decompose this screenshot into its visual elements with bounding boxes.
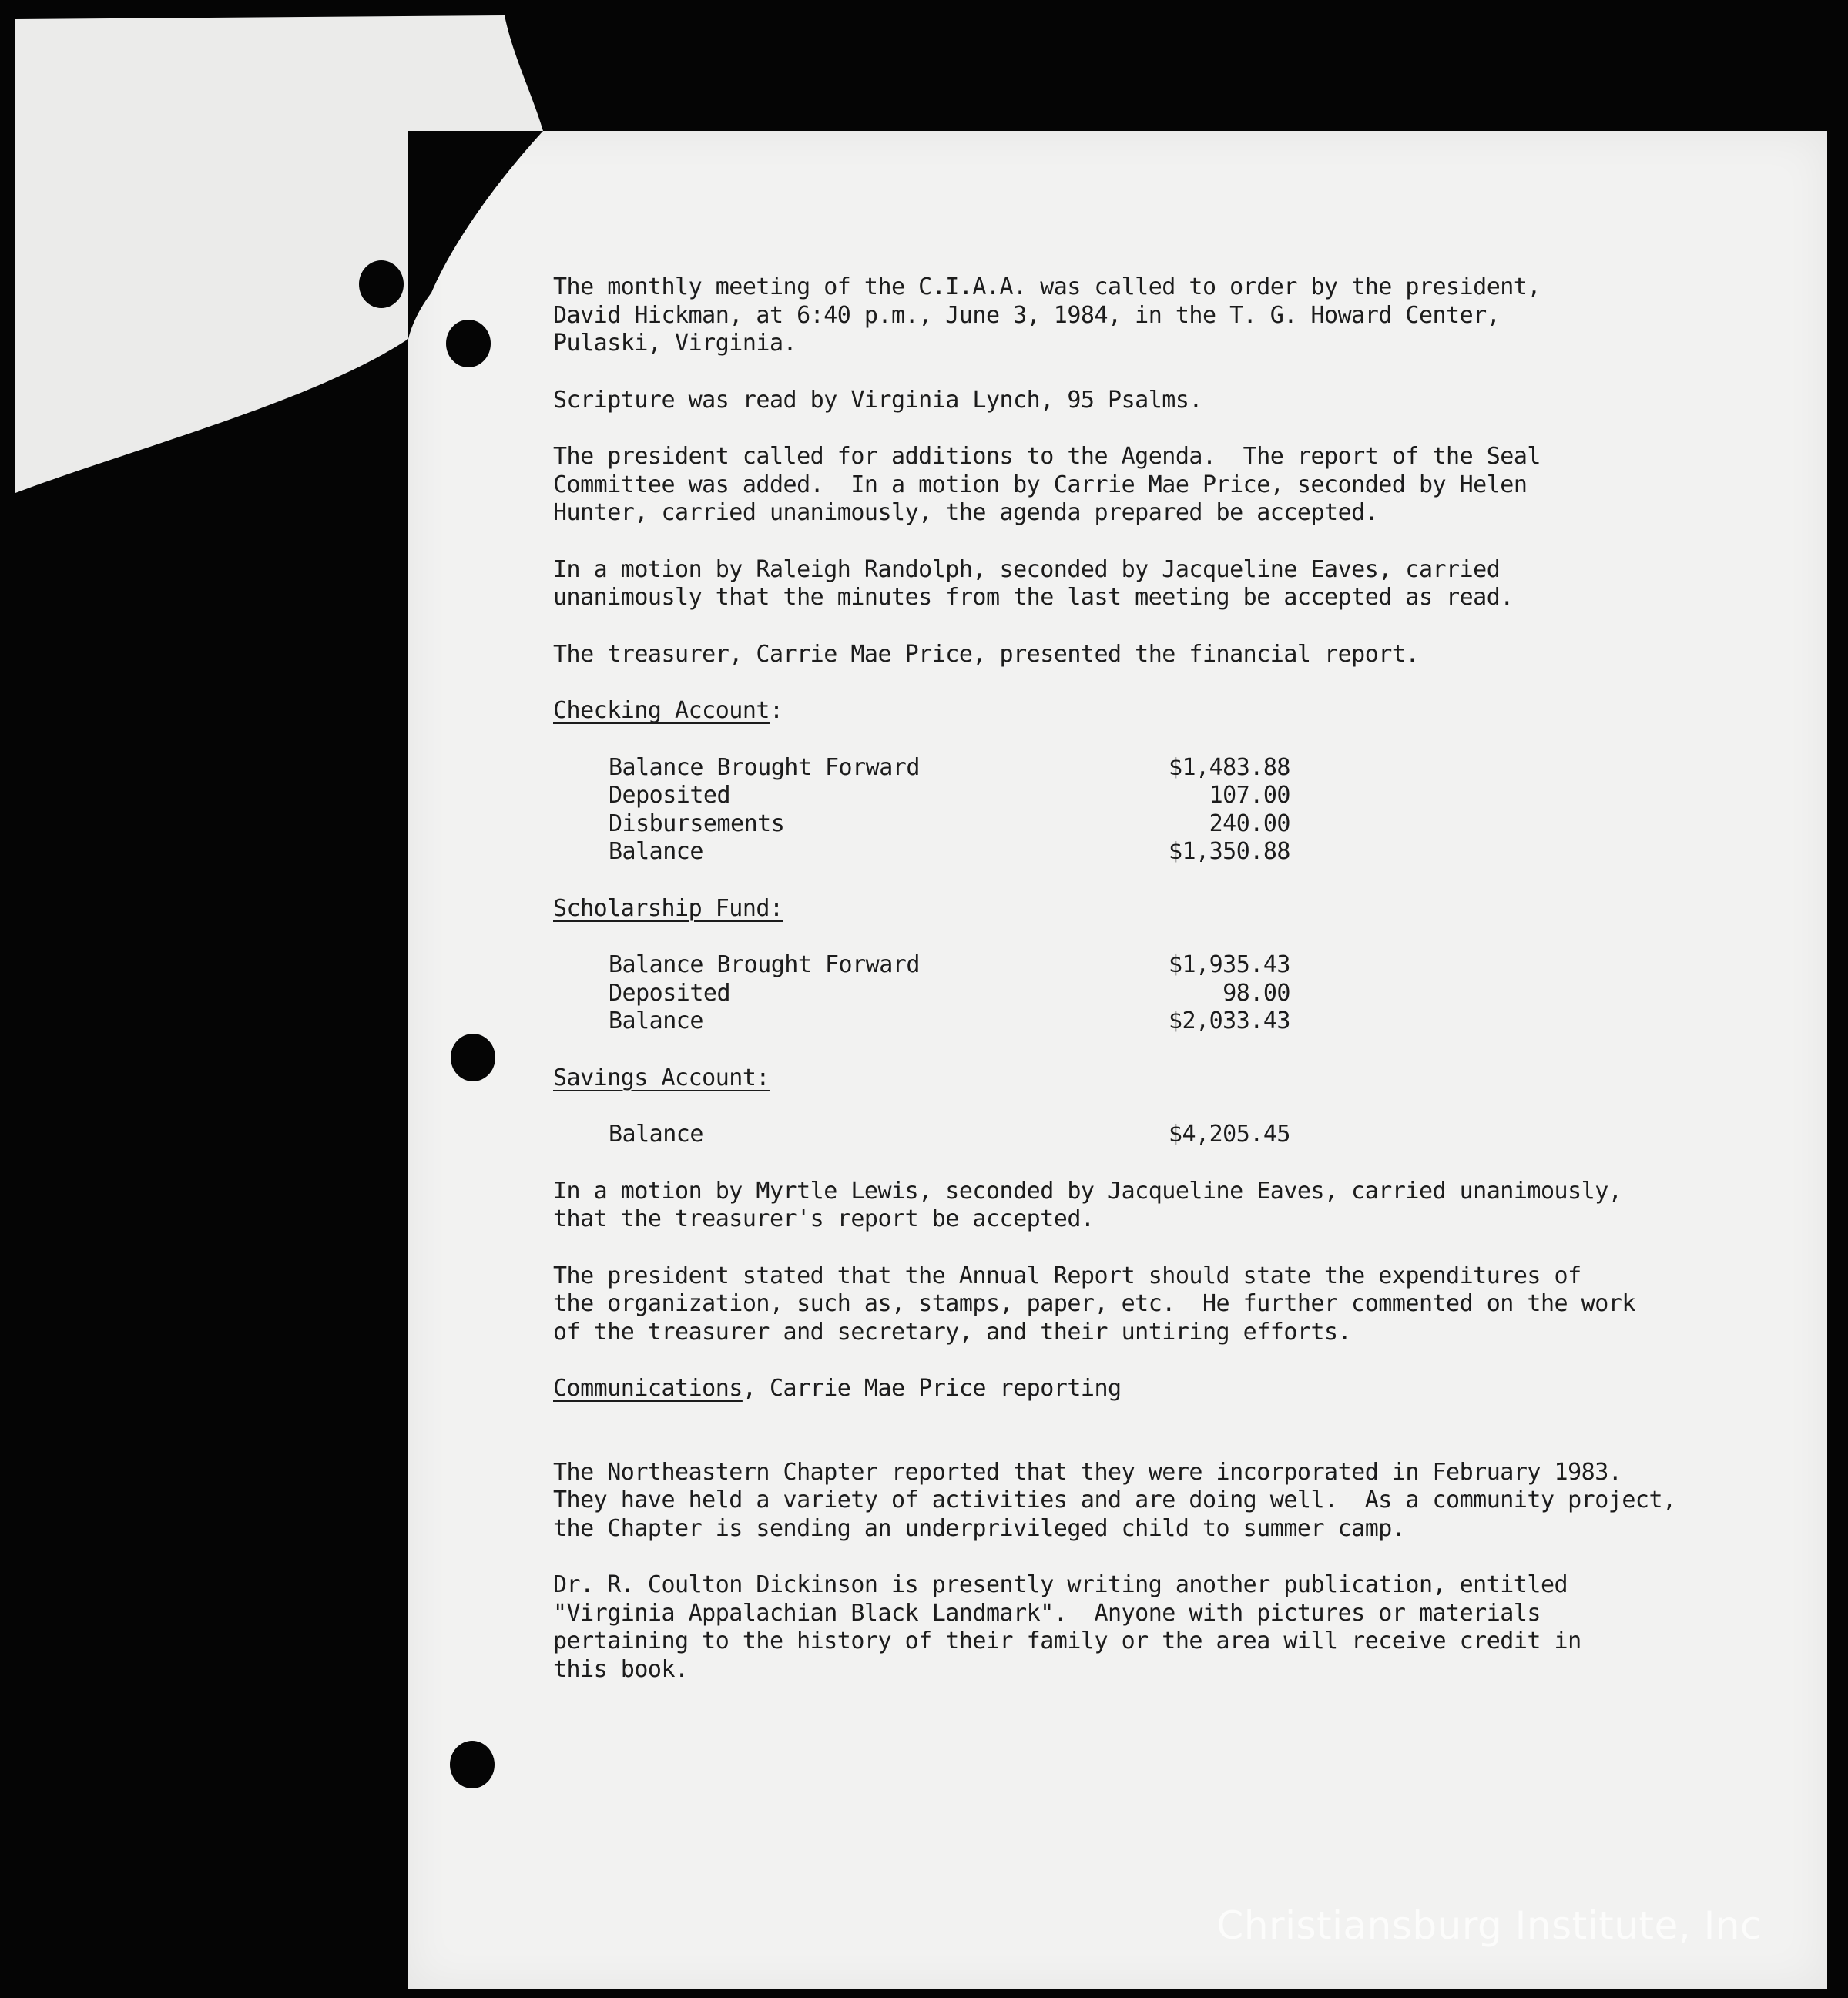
ledger-amount: $1,935.43 xyxy=(1168,951,1290,978)
ledger-row xyxy=(609,1121,1290,1149)
communications-heading xyxy=(553,1375,1755,1403)
paragraph-dickinson-publication: Dr. R. Coulton Dickinson is presently writing another publication, entitled "Virginia Appalachian Black Landmark". Anyone with pictures or materials pertaining to the history of their family or the area will receive credit in this book. xyxy=(553,1571,1581,1683)
communications-heading-label: Communications xyxy=(553,1375,743,1402)
checking-heading xyxy=(553,697,1755,726)
ledger-label: Deposited xyxy=(609,782,731,809)
ledger-row xyxy=(609,838,1290,867)
ledger-amount: 107.00 xyxy=(1209,782,1290,809)
ledger-label: Balance xyxy=(609,1121,703,1148)
paragraph-minutes-motion: In a motion by Raleigh Randolph, seconded by Jacqueline Eaves, carried unanimously that the minutes from the last meeting be accepted as read. xyxy=(553,555,1514,611)
ledger-amount: $1,350.88 xyxy=(1168,838,1290,865)
scholarship-heading-label: Scholarship Fund: xyxy=(553,894,783,922)
ledger-row xyxy=(609,782,1290,810)
ledger-amount: 240.00 xyxy=(1209,810,1290,837)
communications-heading-rest: , Carrie Mae Price reporting xyxy=(742,1375,1122,1402)
paragraph-call-to-order: The monthly meeting of the C.I.A.A. was called to order by the president, David Hickman, at 6:40 p.m., June 3, 1984, in the T. G. Howard Center, Pulaski, Virginia. xyxy=(553,273,1541,357)
punch-hole-4 xyxy=(450,1741,495,1788)
ledger-row xyxy=(609,754,1290,783)
ledger-row xyxy=(609,1007,1290,1036)
paragraph-northeastern-chapter: The Northeastern Chapter reported that they were incorporated in February 1983. They have held a variety of activities and are doing well. As a community project, the Chapter is sending an underprivileged child to summer camp. xyxy=(553,1458,1676,1542)
ledger-amount: 98.00 xyxy=(1222,979,1290,1007)
archive-watermark: Christiansburg Institute, Inc xyxy=(1216,1903,1762,1948)
ledger-label: Deposited xyxy=(609,979,731,1007)
savings-ledger xyxy=(609,1121,1302,1149)
savings-heading-label: Savings Account: xyxy=(553,1064,770,1091)
ledger-label: Balance xyxy=(609,838,703,865)
punch-hole-1 xyxy=(359,260,404,308)
ledger-label: Balance xyxy=(609,1007,703,1034)
checking-heading-label: Checking Account xyxy=(553,697,770,724)
scholarship-heading xyxy=(553,895,1755,924)
punch-hole-3 xyxy=(451,1034,495,1081)
ledger-label: Disbursements xyxy=(609,810,785,837)
ledger-row xyxy=(609,980,1290,1008)
ledger-amount: $2,033.43 xyxy=(1168,1007,1290,1034)
paragraph-treasurer-motion: In a motion by Myrtle Lewis, seconded by Jacqueline Eaves, carried unanimously, that the treasurer's report be accepted. xyxy=(553,1177,1622,1232)
scholarship-ledger xyxy=(609,951,1302,1036)
paragraph-scripture: Scripture was read by Virginia Lynch, 95 Psalms. xyxy=(553,386,1202,414)
paragraph-treasurer-intro: The treasurer, Carrie Mae Price, presented the financial report. xyxy=(553,640,1419,668)
meeting-minutes-text xyxy=(553,273,1755,1712)
paragraph-annual-report: The president stated that the Annual Report should state the expenditures of the organization, such as, stamps, paper, etc. He further commented on the work of the treasurer and secretary, and their untiring efforts. xyxy=(553,1262,1635,1346)
savings-heading xyxy=(553,1064,1755,1093)
ledger-row xyxy=(609,951,1290,980)
ledger-amount: $1,483.88 xyxy=(1168,753,1290,781)
ledger-label: Balance Brought Forward xyxy=(609,753,920,781)
folded-corner xyxy=(0,0,585,508)
ledger-label: Balance Brought Forward xyxy=(609,951,920,978)
punch-hole-2 xyxy=(446,320,491,367)
checking-ledger xyxy=(609,754,1302,867)
checking-heading-colon: : xyxy=(769,697,783,724)
ledger-amount: $4,205.45 xyxy=(1168,1121,1290,1148)
ledger-row xyxy=(609,810,1290,839)
paragraph-agenda: The president called for additions to the Agenda. The report of the Seal Committee was added. In a motion by Carrie Mae Price, seconded by Helen Hunter, carried unanimously, the agenda prepared be accepted. xyxy=(553,443,1541,526)
